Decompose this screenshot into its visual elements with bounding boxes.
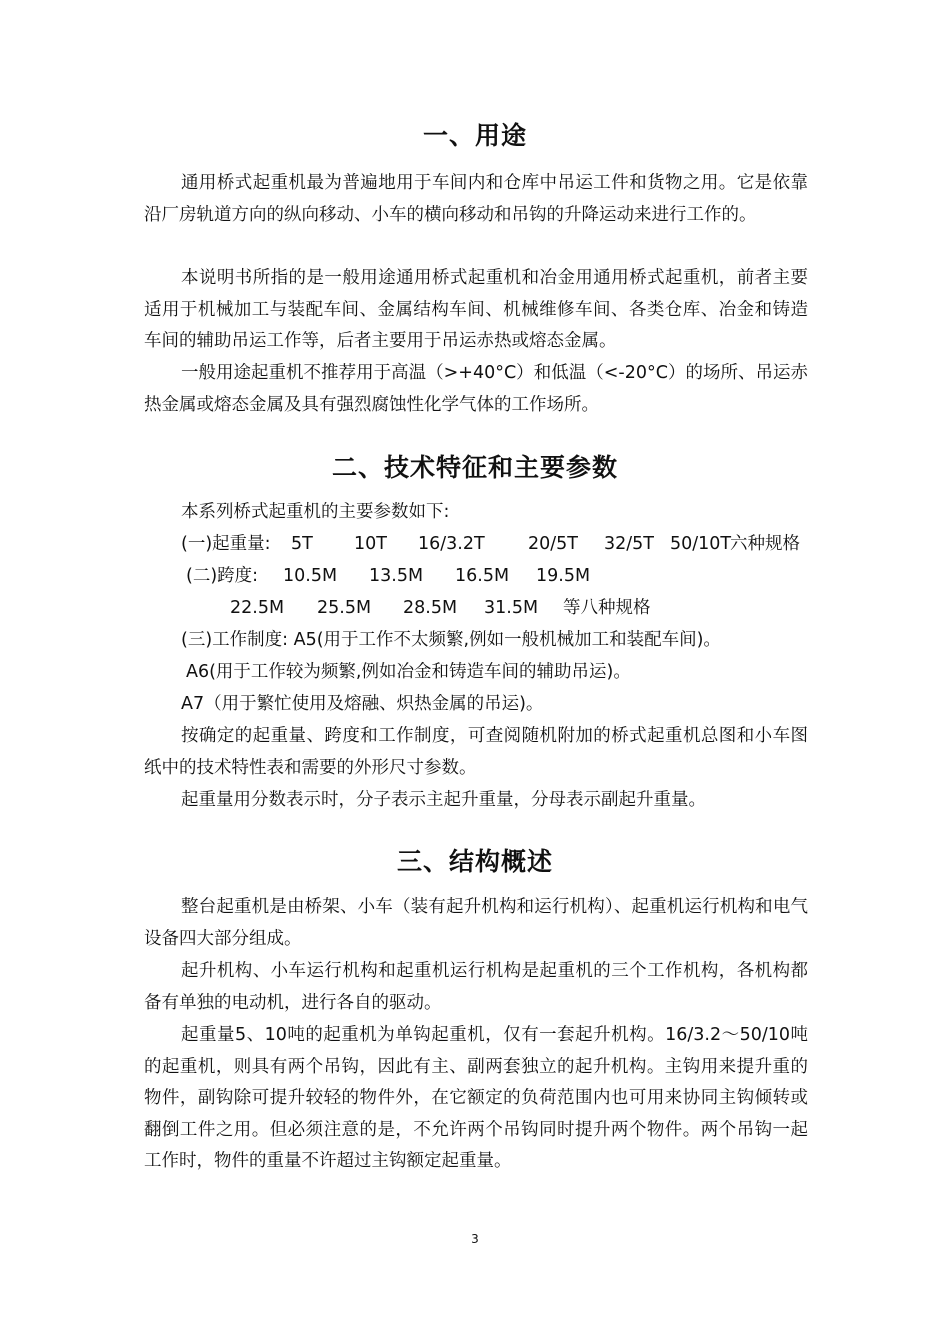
span-value: 22.5M [230, 598, 285, 618]
span-suffix: 等八种规格 [563, 598, 651, 618]
paragraph: 整台起重机是由桥架、小车（装有起升机构和运行机构）、起重机运行机构和电气设备四大部分组成。 [144, 897, 808, 949]
capacity-row [0, 529, 950, 561]
span-value: 31.5M [484, 598, 539, 618]
duty-line-a5: (三)工作制度: A5(用于工作不太频繁,例如一般机械加工和装配车间)。 [181, 630, 721, 650]
paragraph: 一般用途起重机不推荐用于高温（>+40°C）和低温（<-20°C）的场所、吊运赤热金属或熔态金属及具有强烈腐蚀性化学气体的工作场所。 [144, 363, 808, 415]
span-value: 28.5M [403, 598, 458, 618]
page-number: 3 [471, 1232, 479, 1246]
span-value: 16.5M [455, 566, 510, 586]
span-value: 19.5M [536, 566, 591, 586]
span-value: 10.5M [283, 566, 338, 586]
section-heading-structure: 三、结构概述 [396, 847, 553, 876]
capacity-value: 32/5T [604, 534, 654, 554]
capacity-value: 5T [291, 534, 313, 554]
span-row-1 [0, 561, 950, 593]
paragraph: 起重量5、10吨的起重机为单钩起重机，仅有一套起升机构。16/3.2～50/10吨的起重机，则具有两个吊钩，因此有主、副两套独立的起升机构。主钩用来提升重的物件，副钩除可提升较轻的物件外，在它额定的负荷范围内也可用来协同主钩倾转或翻倒工件之用。但必须注意的是，不允许两个吊钩同时提升两个物件。两个吊钩一起工作时，物件的重量不许超过主钩额定起重量。 [144, 1025, 808, 1171]
paragraph: 起升机构、小车运行机构和起重机运行机构是起重机的三个工作机构，各机构都备有单独的电动机，进行各自的驱动。 [144, 961, 808, 1013]
capacity-value: 16/3.2T [418, 534, 485, 554]
section-heading-purpose: 一、用途 [422, 121, 527, 150]
capacity-value: 10T [354, 534, 387, 554]
span-value: 25.5M [317, 598, 372, 618]
span-label: (二)跨度: [186, 566, 259, 586]
paragraph: 本说明书所指的是一般用途通用桥式起重机和冶金用通用桥式起重机，前者主要适用于机械加工与装配车间、金属结构车间、机械维修车间、各类仓库、冶金和铸造车间的辅助吊运工作等，后者主要用于吊运赤热或熔态金属。 [144, 268, 808, 351]
paragraph: 按确定的起重量、跨度和工作制度，可查阅随机附加的桥式起重机总图和小车图纸中的技术特性表和需要的外形尺寸参数。 [144, 726, 808, 778]
paragraph: 通用桥式起重机最为普遍地用于车间内和仓库中吊运工件和货物之用。它是依靠沿厂房轨道方向的纵向移动、小车的横向移动和吊钩的升降运动来进行工作的。 [144, 173, 808, 225]
paragraph: 起重量用分数表示时，分子表示主起升重量，分母表示副起升重量。 [181, 790, 706, 810]
params-intro: 本系列桥式起重机的主要参数如下: [181, 502, 450, 522]
duty-line-a6: A6(用于工作较为频繁,例如冶金和铸造车间的辅助吊运)。 [186, 662, 631, 682]
capacity-suffix: 六种规格 [730, 534, 800, 554]
section-heading-technical-params: 二、技术特征和主要参数 [331, 453, 618, 482]
capacity-value: 20/5T [528, 534, 578, 554]
duty-line-a7: A7（用于繁忙使用及熔融、炽热金属的吊运)。 [181, 694, 544, 714]
capacity-label: (一)起重量: [181, 534, 271, 554]
span-value: 13.5M [369, 566, 424, 586]
capacity-value: 50/10T [670, 534, 732, 554]
span-row-2 [0, 593, 950, 625]
